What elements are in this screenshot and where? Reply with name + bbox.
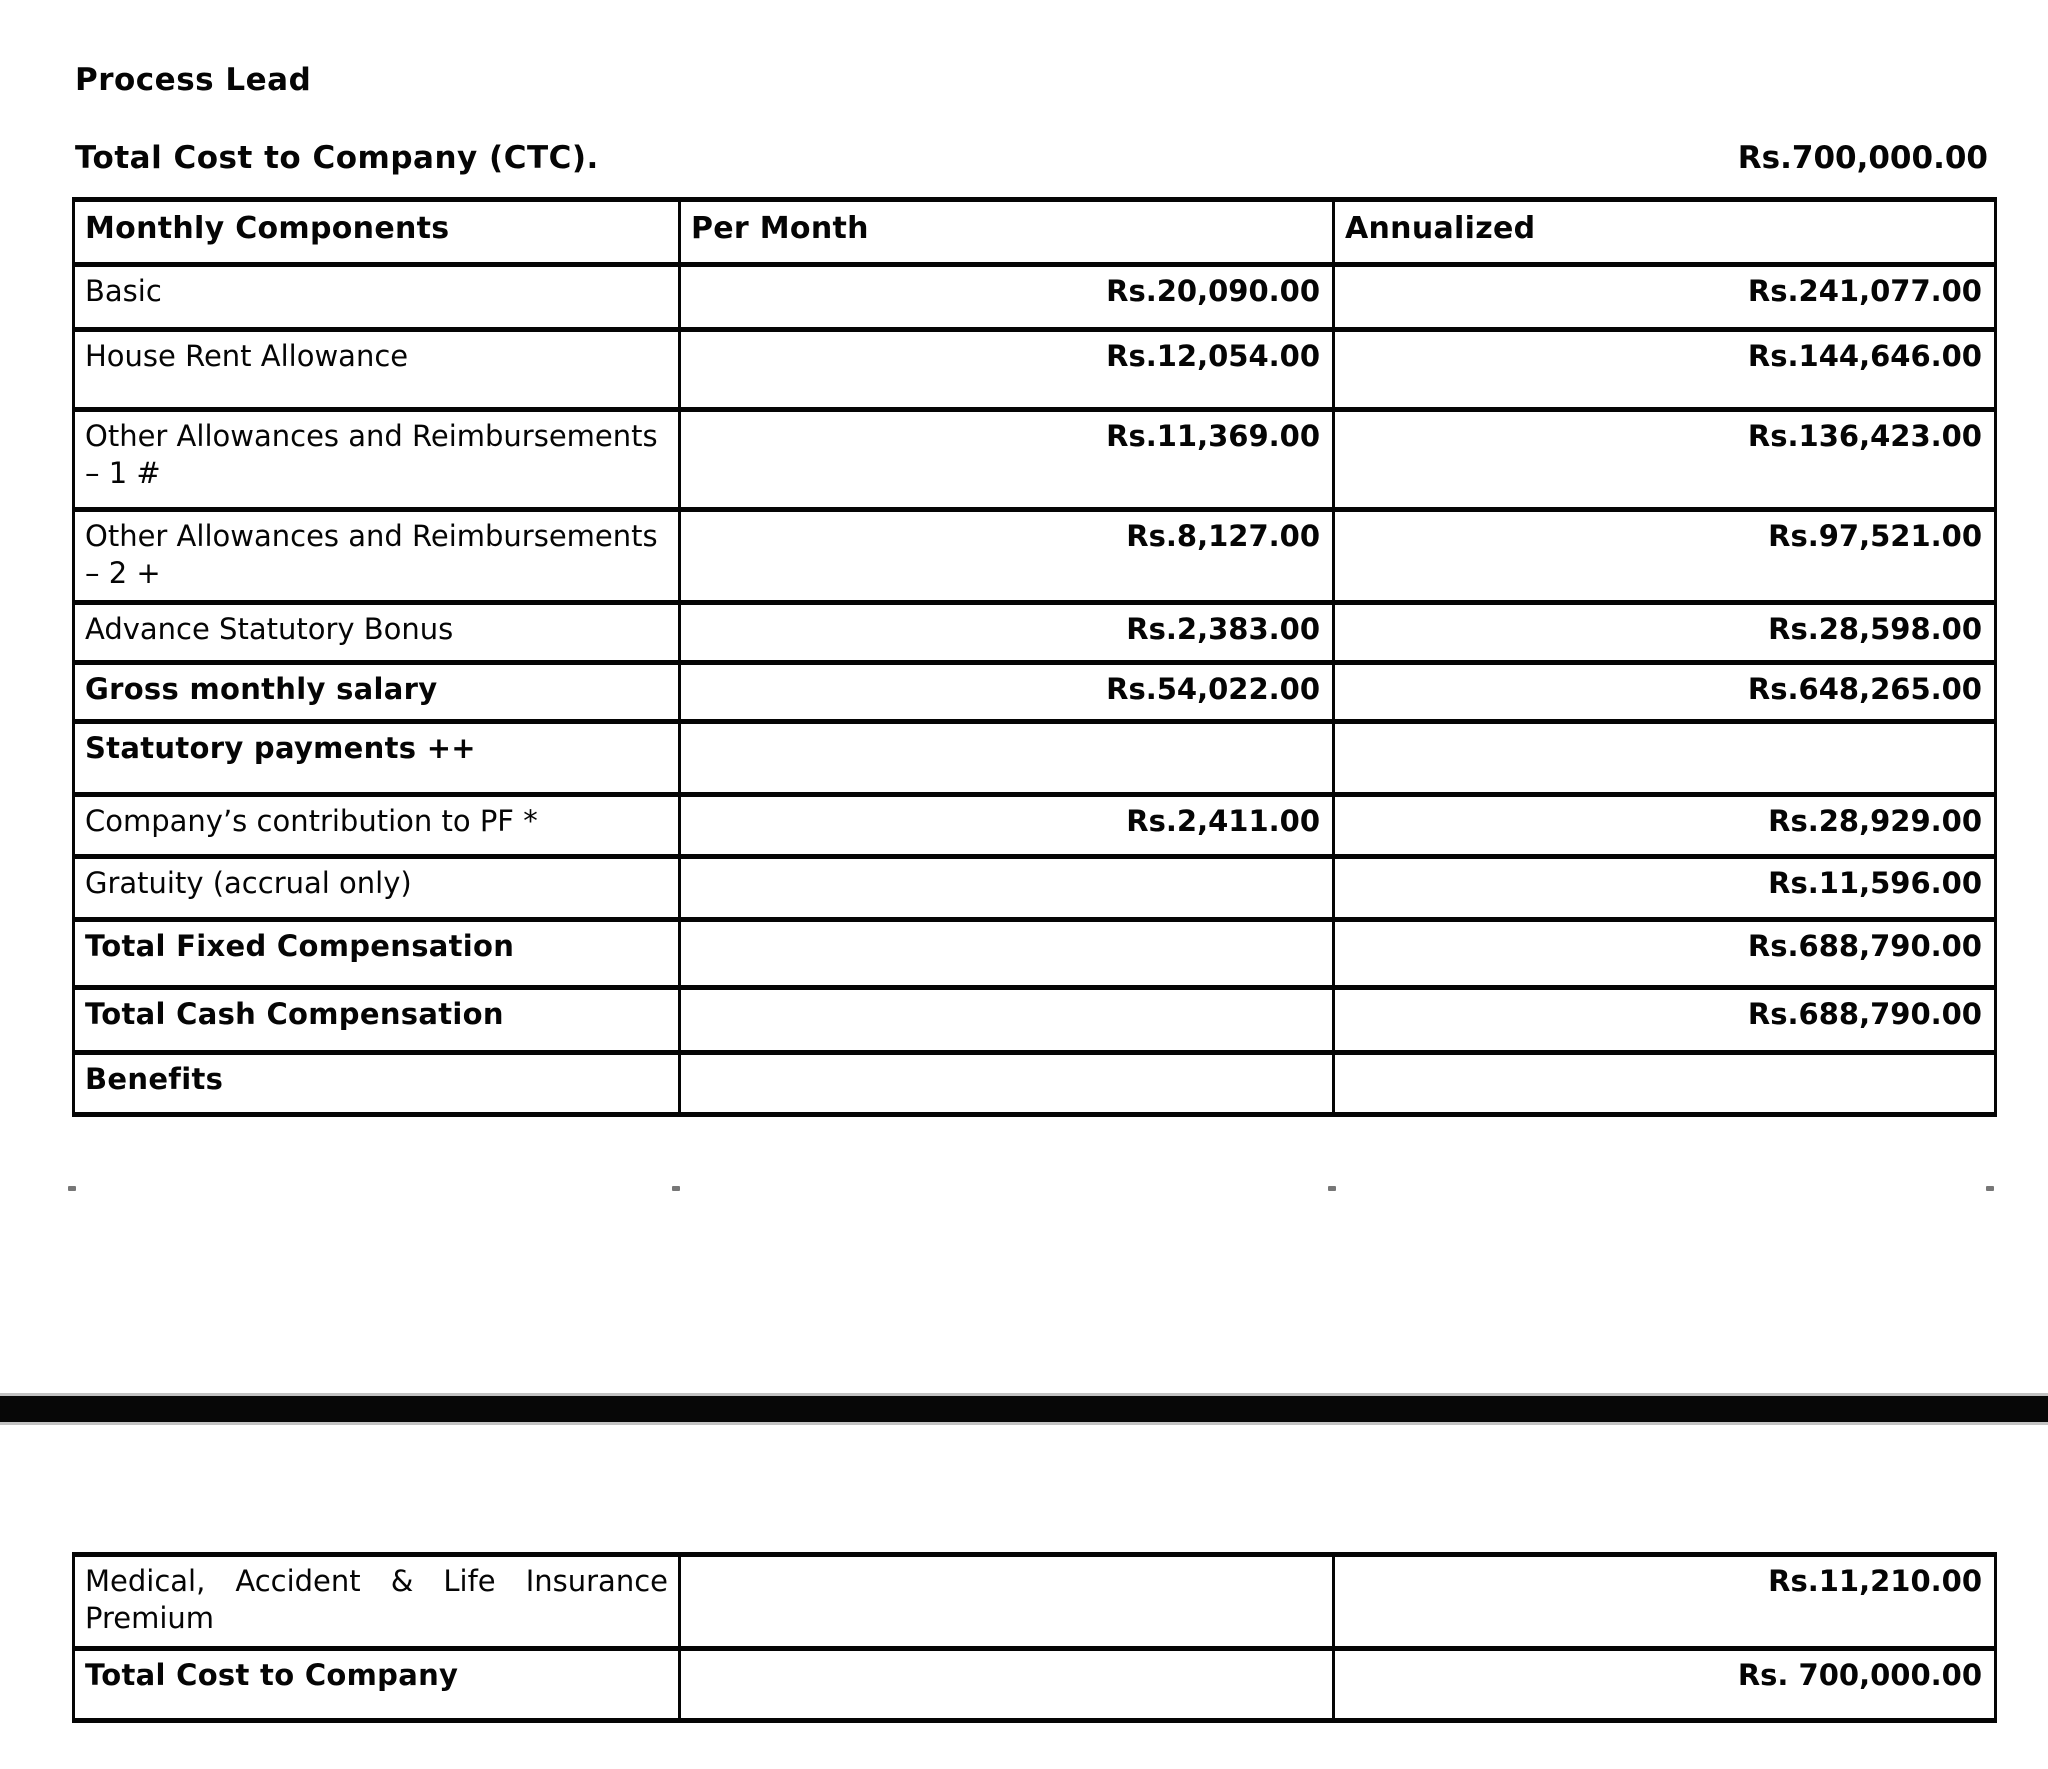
cell-label: Other Allowances and Reimbursements – 1 # [74, 410, 680, 510]
cell-per-month [680, 988, 1334, 1053]
cell-annualized [1334, 722, 1996, 795]
cell-annualized: Rs.11,210.00 [1334, 1555, 1996, 1649]
table-row [74, 795, 1996, 857]
cell-label: Other Allowances and Reimbursements – 2 + [74, 510, 680, 603]
table-row [74, 330, 1996, 410]
cell-annualized: Rs.97,521.00 [1334, 510, 1996, 603]
cell-per-month [680, 722, 1334, 795]
cell-label: House Rent Allowance [74, 330, 680, 410]
cell-per-month: Rs.2,411.00 [680, 795, 1334, 857]
cell-per-month: Rs.20,090.00 [680, 265, 1334, 330]
table-row [74, 663, 1996, 722]
cell-label: Benefits [74, 1053, 680, 1115]
cell-per-month [680, 920, 1334, 988]
scan-artifact-dot [68, 1186, 76, 1191]
cell-per-month: Rs.8,127.00 [680, 510, 1334, 603]
cell-annualized: Rs.688,790.00 [1334, 988, 1996, 1053]
cell-annualized: Rs.136,423.00 [1334, 410, 1996, 510]
cell-per-month [680, 1649, 1334, 1721]
cell-label: Basic [74, 265, 680, 330]
table-row [74, 510, 1996, 603]
cell-per-month [680, 1555, 1334, 1649]
job-title: Process Lead [75, 62, 312, 98]
cell-annualized: Rs.144,646.00 [1334, 330, 1996, 410]
table-header-row [74, 200, 1996, 265]
cell-label: Total Cost to Company [74, 1649, 680, 1721]
cell-annualized [1334, 1053, 1996, 1115]
cell-label: Gratuity (accrual only) [74, 857, 680, 920]
cell-annualized: Rs.648,265.00 [1334, 663, 1996, 722]
cell-annualized: Rs.241,077.00 [1334, 265, 1996, 330]
table-row [74, 920, 1996, 988]
cell-label: Medical, Accident & Life Insurance Premium [74, 1555, 680, 1649]
table-row [74, 265, 1996, 330]
scan-artifact-dot [1986, 1186, 1994, 1191]
cell-annualized: Rs.28,929.00 [1334, 795, 1996, 857]
cell-label: Company’s contribution to PF * [74, 795, 680, 857]
cell-label: Statutory payments ++ [74, 722, 680, 795]
table-row [74, 722, 1996, 795]
cell-annualized: Rs. 700,000.00 [1334, 1649, 1996, 1721]
table-row [74, 603, 1996, 663]
header-monthly-components: Monthly Components [74, 200, 680, 265]
cell-label: Total Fixed Compensation [74, 920, 680, 988]
cell-annualized: Rs.28,598.00 [1334, 603, 1996, 663]
cell-per-month [680, 1053, 1334, 1115]
table-row [74, 1053, 1996, 1115]
cell-label: Gross monthly salary [74, 663, 680, 722]
cell-annualized: Rs.688,790.00 [1334, 920, 1996, 988]
ctc-heading: Total Cost to Company (CTC). [75, 140, 599, 176]
cell-per-month: Rs.11,369.00 [680, 410, 1334, 510]
ctc-summary-line [75, 140, 1992, 176]
cell-per-month: Rs.12,054.00 [680, 330, 1334, 410]
salary-components-table [72, 197, 1997, 1117]
cell-per-month: Rs.2,383.00 [680, 603, 1334, 663]
page-divider-bar [0, 1396, 2048, 1422]
cell-label: Total Cash Compensation [74, 988, 680, 1053]
table-row [74, 1649, 1996, 1721]
ctc-total-value: Rs.700,000.00 [1737, 140, 1988, 176]
cell-per-month: Rs.54,022.00 [680, 663, 1334, 722]
scan-artifact-dot [1328, 1186, 1336, 1191]
scan-artifact-dot [672, 1186, 680, 1191]
table-row [74, 1555, 1996, 1649]
table-row [74, 410, 1996, 510]
header-annualized: Annualized [1334, 200, 1996, 265]
table-row [74, 857, 1996, 920]
cell-annualized: Rs.11,596.00 [1334, 857, 1996, 920]
table-row [74, 988, 1996, 1053]
header-per-month: Per Month [680, 200, 1334, 265]
cell-per-month [680, 857, 1334, 920]
cell-label: Advance Statutory Bonus [74, 603, 680, 663]
benefits-total-table [72, 1552, 1997, 1723]
